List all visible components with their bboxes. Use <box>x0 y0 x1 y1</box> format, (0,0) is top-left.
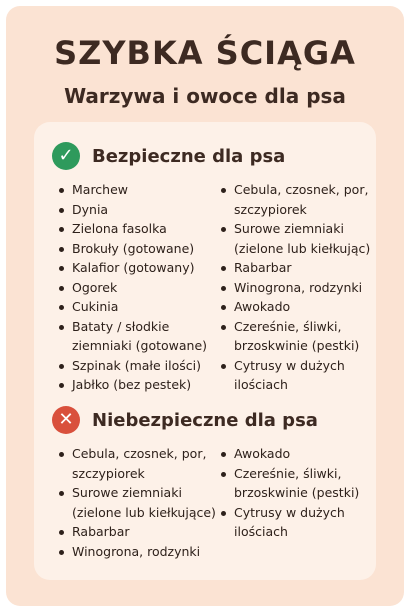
list-item: Cytrusy w dużych ilościach <box>220 503 370 542</box>
cheat-sheet-card <box>6 6 404 606</box>
list-item: Cebula, czosnek, por, szczypiorek <box>58 444 218 483</box>
x-circle-icon: ✕ <box>52 406 80 434</box>
list-item: Winogrona, rodzynki <box>58 542 218 562</box>
check-circle-icon: ✓ <box>52 142 80 170</box>
page-subtitle: Warzywa i owoce dla psa <box>64 84 346 108</box>
list-item: Surowe ziemniaki (zielone lub kiełkując) <box>220 219 372 258</box>
list-item: Cytrusy w dużych ilościach <box>220 356 372 395</box>
unsafe-list-right <box>220 444 370 542</box>
unsafe-section-title: Niebezpieczne dla psa <box>92 409 318 431</box>
list-item: Marchew <box>58 180 213 200</box>
list-item: Czereśnie, śliwki, brzoskwinie (pestki) <box>220 464 370 503</box>
unsafe-section-header <box>52 406 318 434</box>
unsafe-list-left <box>58 444 218 561</box>
list-item: Szpinak (małe ilości) <box>58 356 213 376</box>
list-item: Rabarbar <box>58 522 218 542</box>
list-item: Winogrona, rodzynki <box>220 278 372 298</box>
list-item: Brokuły (gotowane) <box>58 239 213 259</box>
list-item: Czereśnie, śliwki, brzoskwinie (pestki) <box>220 317 372 356</box>
safe-list-left <box>58 180 213 395</box>
content-panel <box>34 122 376 580</box>
safe-list-right <box>220 180 372 395</box>
page-title: SZYBKA ŚCIĄGA <box>54 34 356 72</box>
list-item: Ogorek <box>58 278 213 298</box>
safe-section-title: Bezpieczne dla psa <box>92 145 286 167</box>
list-item: Rabarbar <box>220 258 372 278</box>
list-item: Jabłko (bez pestek) <box>58 375 213 395</box>
safe-section-header <box>52 142 285 170</box>
list-item: Kalafior (gotowany) <box>58 258 213 278</box>
list-item: Bataty / słodkie ziemniaki (gotowane) <box>58 317 213 356</box>
list-item: Surowe ziemniaki (zielone lub kiełkujące) <box>58 483 218 522</box>
list-item: Dynia <box>58 200 213 220</box>
list-item: Cebula, czosnek, por, szczypiorek <box>220 180 372 219</box>
list-item: Zielona fasolka <box>58 219 213 239</box>
list-item: Cukinia <box>58 297 213 317</box>
list-item: Awokado <box>220 444 370 464</box>
list-item: Awokado <box>220 297 372 317</box>
